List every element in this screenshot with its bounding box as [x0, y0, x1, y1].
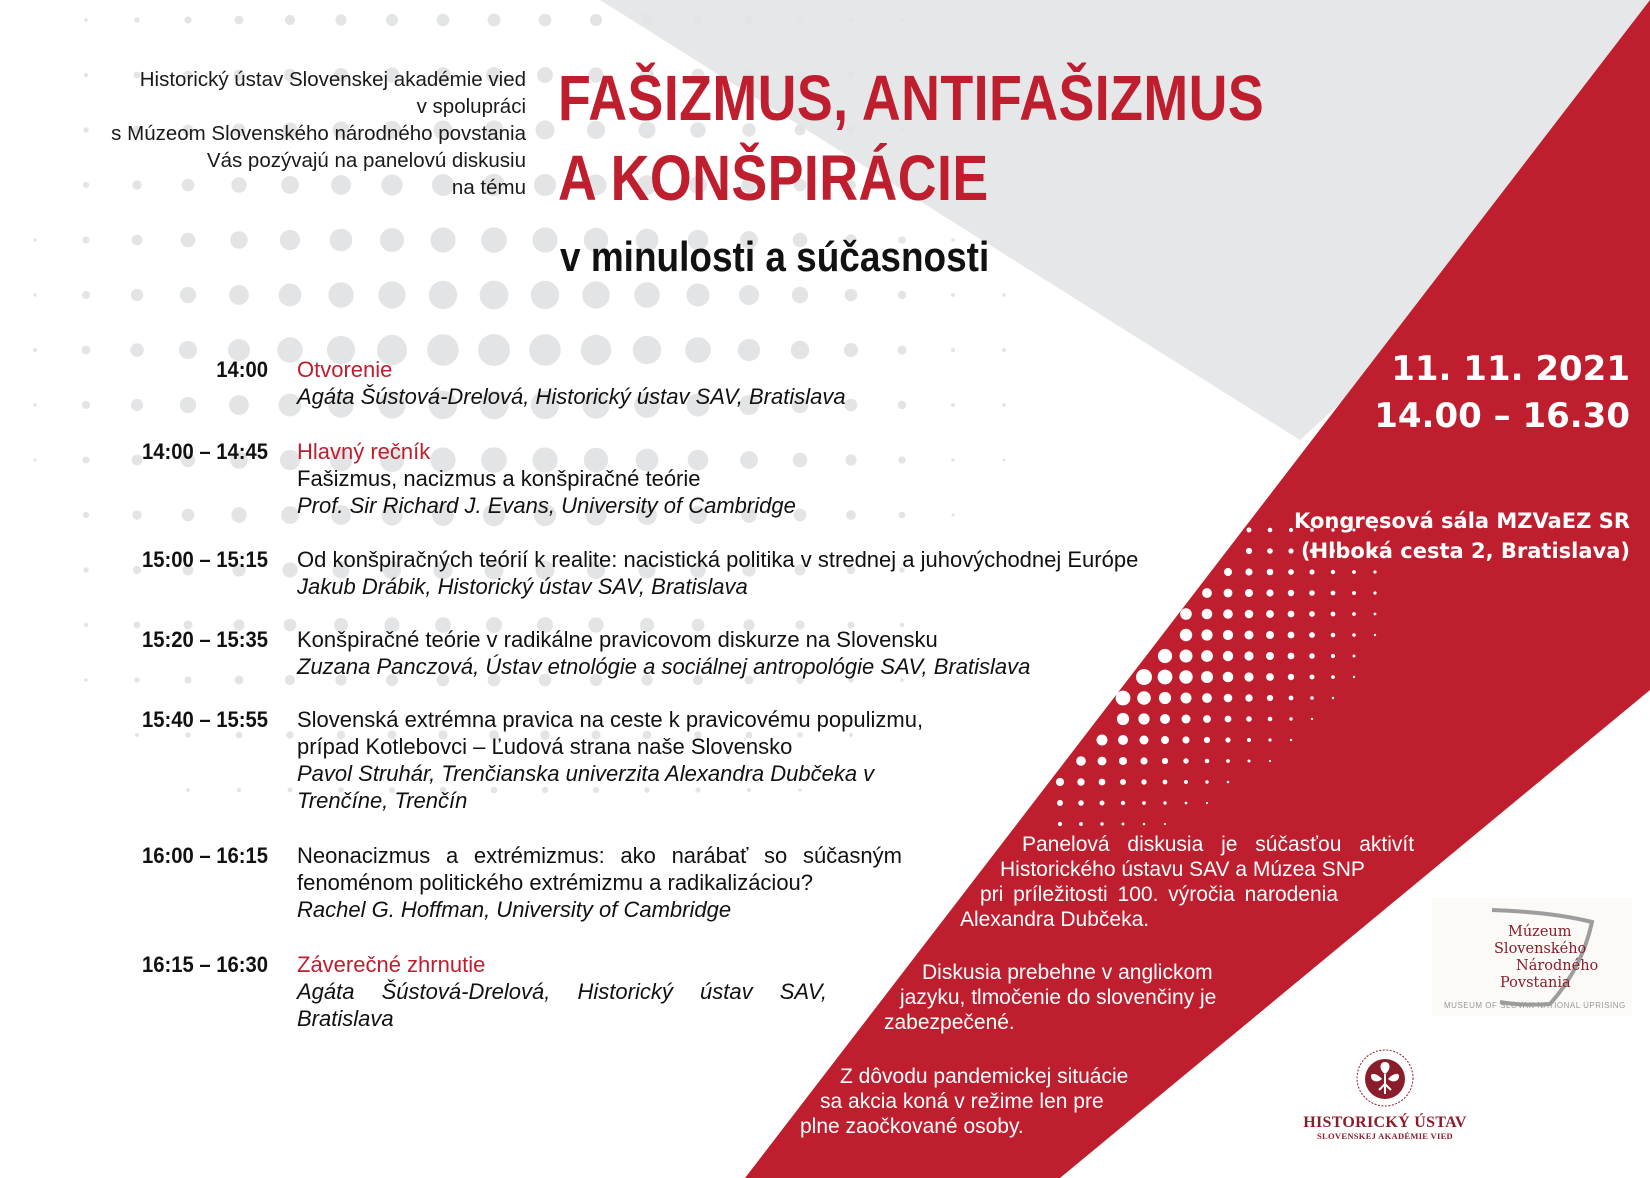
white-dot [1288, 569, 1294, 575]
title-line-2: A KONŠPIRÁCIE [558, 142, 989, 214]
gray-dot [279, 284, 302, 307]
intro-line: na tému [451, 176, 526, 199]
gray-dot [280, 230, 300, 250]
white-dot [1290, 739, 1292, 741]
white-dot [1246, 716, 1252, 722]
white-dot [1288, 548, 1293, 553]
gray-dot [130, 343, 144, 357]
sav-seal-icon [1353, 1048, 1417, 1108]
white-dot [1331, 591, 1336, 596]
note-line: plne zaočkované osoby. [800, 1115, 1024, 1138]
white-dot [1225, 737, 1230, 742]
program-time: 15:00 – 15:15 [141, 547, 268, 572]
white-dot [1225, 716, 1232, 723]
white-dot [1288, 674, 1294, 680]
program-speaker: Zuzana Panczová, Ústav etnológie a sociálnej antropológie SAV, Bratislava [297, 654, 1031, 679]
white-dot [1226, 759, 1230, 763]
white-dot [1288, 653, 1295, 660]
white-dot [1289, 696, 1294, 701]
program-time: 15:20 – 15:35 [141, 627, 268, 652]
program-speaker: Agáta Šústová-Drelová, Historický ústav SAV, Bratislava [297, 979, 827, 1031]
white-dot [1224, 694, 1233, 703]
snp-logo-subtitle: MUSEUM OF SLOVAK NATIONAL UPRISING [1444, 1001, 1626, 1010]
note-line: sa akcia koná v režime len pre [820, 1090, 1104, 1113]
program-item [0, 546, 1220, 600]
gray-dot [532, 227, 557, 252]
white-dot [1223, 630, 1233, 640]
event-date: 11. 11. 2021 [1391, 349, 1630, 389]
gray-dot [184, 16, 191, 23]
program-content [297, 546, 1177, 600]
gray-dot [897, 345, 906, 354]
note-activity [960, 832, 1415, 932]
white-dot [1266, 631, 1274, 639]
gray-dot [488, 14, 501, 27]
gray-dot [285, 15, 295, 25]
snp-line: Slovenského [1494, 941, 1587, 957]
program-heading: Otvorenie [297, 357, 393, 382]
white-dot [1352, 591, 1356, 595]
gray-dot [687, 284, 710, 307]
gray-dot [481, 227, 507, 253]
white-dot [1374, 613, 1377, 616]
white-dot [1245, 631, 1254, 640]
snp-line: Národného [1516, 958, 1599, 974]
white-dot [1311, 718, 1313, 720]
note-line: zabezpečené. [884, 1011, 1015, 1034]
gray-dot [641, 14, 652, 25]
intro-line: s Múzeom Slovenského národného povstania [111, 122, 526, 145]
gray-dot [693, 15, 703, 25]
intro-line: v spolupráci [416, 95, 526, 118]
white-dot [1268, 738, 1271, 741]
white-dot [1227, 781, 1230, 784]
white-dot [1245, 589, 1253, 597]
white-dot [1352, 570, 1356, 574]
hu-logo-subtitle: SLOVENSKEJ AKADÉMIE VIED [1317, 1131, 1453, 1141]
page-title [558, 58, 1264, 218]
event-datetime [1374, 346, 1630, 440]
white-dot [1289, 528, 1293, 532]
gray-dot [82, 346, 91, 355]
program-item [0, 626, 1220, 680]
white-dot [1288, 590, 1294, 596]
white-dot [1248, 760, 1251, 763]
intro-line: Vás pozývajú na panelovú diskusiu [206, 149, 526, 172]
gray-dot [590, 14, 602, 26]
white-dot [1247, 528, 1252, 533]
program-topic: Fašizmus, nacizmus a konšpiračné teórie [297, 466, 701, 491]
gray-dot [480, 281, 509, 310]
white-dot [1309, 590, 1315, 596]
white-dot [1331, 612, 1336, 617]
white-dot [1267, 548, 1273, 554]
white-dot [1374, 634, 1376, 636]
program-time: 15:40 – 15:55 [141, 707, 268, 732]
white-dot [1244, 651, 1253, 660]
gray-dot [582, 281, 609, 308]
white-dot [1331, 675, 1335, 679]
white-dot [1268, 528, 1273, 533]
gray-dot [844, 343, 858, 357]
program-topic: Konšpiračné teórie v radikálne pravicovom diskurze na Slovensku [297, 627, 938, 652]
white-dot [1289, 717, 1292, 720]
gray-dot [1002, 238, 1005, 241]
gray-dot [437, 14, 450, 27]
gray-dot [335, 14, 346, 25]
white-dot [1267, 569, 1274, 576]
gray-dot [230, 231, 248, 249]
program-speaker: Prof. Sir Richard J. Evans, University of Cambridge [297, 493, 796, 518]
white-dot [1269, 760, 1271, 762]
gray-dot [380, 228, 404, 252]
snp-line: Múzeum [1508, 924, 1572, 940]
white-dot [1309, 569, 1314, 574]
white-dot [1246, 548, 1252, 554]
note-line: Z dôvodu pandemickej situácie [840, 1065, 1129, 1088]
gray-dot [134, 17, 139, 22]
white-dot [1266, 673, 1274, 681]
title-line-1: FAŠIZMUS, ANTIFAŠIZMUS [558, 62, 1265, 134]
program-item [0, 706, 1220, 814]
white-dot [1331, 654, 1335, 658]
white-dot [1244, 672, 1253, 681]
white-dot [1223, 609, 1233, 619]
note-line: Panelová diskusia je súčasťou aktivít [1022, 833, 1415, 856]
note-line: Historického ústavu SAV a Múzea SNP [1000, 858, 1365, 881]
program-speaker: Pavol Struhár, Trenčianska univerzita Alexandra Dubčeka v Trenčíne, Trenčín [297, 761, 875, 813]
program-topic: Slovenská extrémna pravica na ceste k pravicovému populizmu, prípad Kotlebovci – Ľudová strana naše Slovensko [297, 707, 924, 759]
gray-dot [132, 235, 143, 246]
program-item [0, 438, 1220, 519]
white-dot [1224, 568, 1232, 576]
gray-dot [792, 287, 808, 303]
intro-text [6, 66, 526, 201]
white-dot [1266, 610, 1274, 618]
gray-dot [328, 282, 353, 307]
white-dot [1268, 717, 1273, 722]
white-dot [1353, 676, 1355, 678]
program-content [297, 706, 957, 814]
gray-dot [180, 287, 196, 303]
white-dot [1223, 672, 1234, 683]
venue-line-2: (Hlboká cesta 2, Bratislava) [1301, 539, 1630, 563]
program-item [0, 356, 1220, 410]
program-topic: Neonacizmus a extrémizmus: ako narábať so súčasným fenoménom politického extrémizmu a radikalizáciou? [297, 843, 902, 895]
intro-line: Historický ústav Slovenskej akadémie vied [139, 68, 526, 91]
white-dot [1266, 589, 1273, 596]
note-line: pri príležitosti 100. výročia narodenia [980, 883, 1339, 906]
gray-dot [745, 16, 754, 25]
white-dot [1310, 696, 1314, 700]
program-content [297, 626, 1030, 680]
white-dot [1352, 633, 1356, 637]
gray-dot [845, 289, 858, 302]
white-dot [1332, 697, 1334, 699]
white-dot [1224, 589, 1233, 598]
gray-dot [848, 17, 854, 23]
note-language [884, 960, 1217, 1035]
program-content [297, 951, 827, 1032]
gray-dot [634, 282, 660, 308]
program-time: 14:00 – 14:45 [141, 439, 268, 464]
page-subtitle: v minulosti a súčasnosti [560, 233, 990, 280]
white-dot [1373, 591, 1376, 594]
gray-dot [739, 285, 759, 305]
note-line: jazyku, tlmočenie do slovenčiny je [900, 986, 1217, 1009]
white-dot [1353, 655, 1356, 658]
gray-dot [235, 16, 244, 25]
event-time: 14.00 – 16.30 [1374, 396, 1630, 436]
gray-dot [951, 348, 955, 352]
gray-dot [534, 174, 556, 196]
gray-dot [1002, 348, 1006, 352]
gray-dot [33, 238, 36, 241]
white-dot [1309, 632, 1315, 638]
gray-dot [229, 285, 249, 305]
program-time: 16:00 – 16:15 [141, 843, 268, 868]
program-content [297, 438, 796, 519]
program-time: 16:15 – 16:30 [141, 952, 268, 977]
gray-dot [536, 121, 555, 140]
note-pandemic [800, 1064, 1129, 1139]
program-speaker: Jakub Drábik, Historický ústav SAV, Bratislava [297, 574, 748, 599]
white-dot [1310, 675, 1315, 680]
snp-line: Povstania [1500, 975, 1571, 991]
white-dot [1331, 570, 1335, 574]
program-heading: Záverečné zhrnutie [297, 952, 486, 977]
historicky-ustav-logo [1290, 1048, 1480, 1141]
gray-dot [386, 14, 398, 26]
gray-dot [1002, 293, 1006, 297]
gray-dot [537, 67, 553, 83]
white-dot [1247, 738, 1251, 742]
white-dot [1266, 652, 1274, 660]
white-dot [1309, 653, 1315, 659]
gray-dot [429, 281, 457, 309]
program-content [297, 356, 846, 410]
program-topic: Od konšpiračných teórií k realite: nacistická politika v strednej a juhovýchodnej Európe [297, 547, 1139, 572]
note-line: Diskusia prebehne v anglickom [922, 961, 1213, 984]
gray-dot [378, 281, 405, 308]
program-speaker: Rachel G. Hoffman, University of Cambridge [297, 897, 732, 922]
gray-dot [951, 293, 955, 297]
white-dot [1373, 570, 1376, 573]
gray-dot [82, 291, 90, 299]
gray-dot [33, 293, 37, 297]
gray-dot [539, 14, 552, 27]
snp-logo-text [1494, 924, 1598, 992]
note-line: Alexandra Dubčeka. [960, 908, 1150, 931]
gray-dot [531, 281, 559, 309]
program-time: 14:00 [216, 357, 268, 382]
white-dot [1245, 694, 1252, 701]
white-dot [1309, 611, 1315, 617]
gray-dot [898, 291, 906, 299]
event-venue [1294, 506, 1630, 566]
program-list [0, 356, 1220, 1052]
white-dot [1288, 611, 1295, 618]
gray-dot [83, 237, 90, 244]
gray-dot [900, 18, 904, 22]
gray-dot [84, 18, 88, 22]
program-heading: Hlavný rečník [297, 439, 431, 464]
venue-line-1: Kongresová sála MZVaEZ SR [1294, 509, 1630, 533]
gray-dot [796, 16, 803, 23]
gray-dot [181, 233, 195, 247]
museum-snp-logo [1432, 898, 1632, 1016]
white-dot [1331, 633, 1336, 638]
gray-dot [330, 229, 353, 252]
white-dot [1352, 612, 1356, 616]
program-content [297, 842, 902, 923]
white-dot [1245, 568, 1252, 575]
hu-logo-name: HISTORICKÝ ÚSTAV [1303, 1114, 1467, 1131]
white-dot [1288, 632, 1295, 639]
white-dot [1223, 651, 1233, 661]
white-dot [1245, 610, 1254, 619]
white-dot [1267, 695, 1273, 701]
gray-dot [33, 348, 37, 352]
gray-dot [131, 289, 143, 301]
gray-dot [430, 227, 455, 252]
program-speaker: Agáta Šústová-Drelová, Historický ústav SAV, Bratislava [297, 384, 846, 409]
